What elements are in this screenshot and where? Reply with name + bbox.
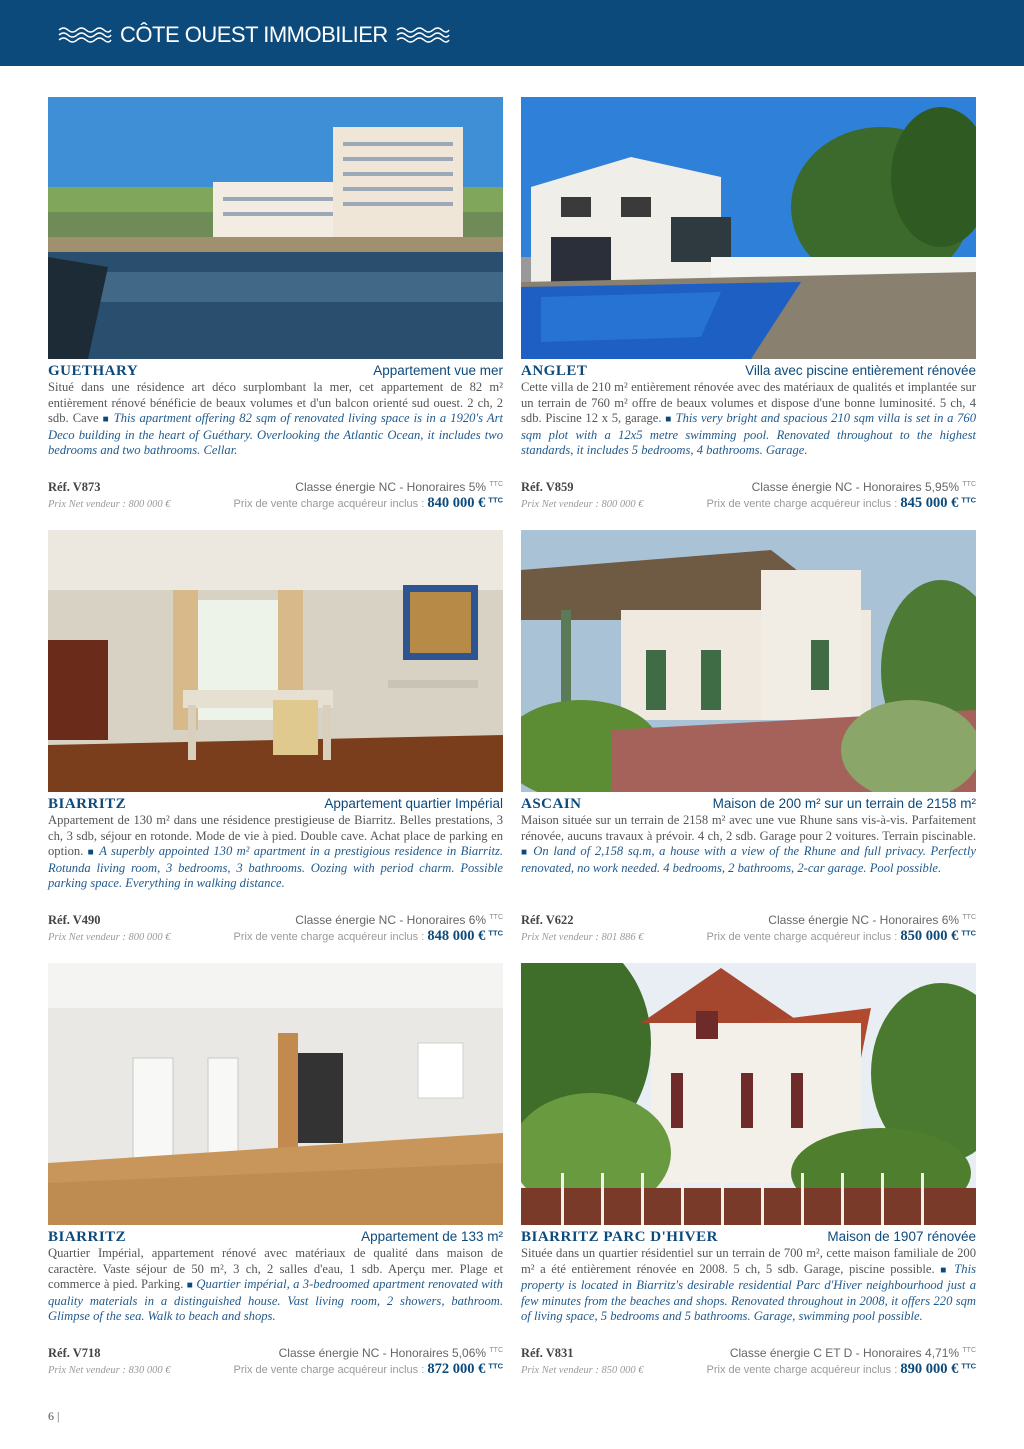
listing-card[interactable] bbox=[48, 963, 503, 1383]
listing-city: BIARRITZ bbox=[48, 1229, 127, 1245]
seller-net-price: Prix Net vendeur : 800 000 € bbox=[521, 499, 644, 510]
sale-price: Prix de vente charge acquéreur inclus : 872 000 € $^{TTC}$ bbox=[233, 1361, 503, 1377]
price-value: 845 000 € bbox=[900, 495, 959, 511]
listing-city: BIARRITZ bbox=[48, 796, 127, 812]
sale-price: Prix de vente charge acquéreur inclus : 850 000 € $^{TTC}$ bbox=[706, 928, 976, 944]
description-en: On land of 2,158 sq.m, a house with a view of the Rhune and full privacy. Perfectly renovated, no work needed. 4 bedrooms, 2 bathrooms, 2-car garage. Pool possible. bbox=[521, 844, 976, 875]
property-photo[interactable] bbox=[48, 530, 503, 792]
price-value: 850 000 € bbox=[900, 928, 959, 944]
energy-fees: Classe énergie NC - Honoraires 5% $^{TTC}$ bbox=[295, 480, 503, 494]
description-en: This very bright and spacious 210 sqm villa is set in a 760 sqm plot with a 12x5 metre swimming pool. Renovated throughout to the highest standards, it includes 5 bedrooms, 4 bathrooms. Garage. bbox=[521, 411, 976, 458]
listing-description: Appartement de 130 m² dans une résidence prestigieuse de Biarritz. Belles prestations, 3 ch, 3 sdb, séjour en rotonde. Mode de vie à pied. Double cave. Achat place de parking en option. ■ A superbly appointed 130 m² apartment in a prestigious residence in Biarritz. Rotunda living room, 3 bedrooms, 3 bathrooms. Oozing with period charm. Possible parking space. Everything in walking distance. bbox=[48, 813, 503, 891]
property-photo[interactable] bbox=[48, 963, 503, 1225]
price-value: 890 000 € bbox=[900, 1361, 959, 1377]
reference-number: Réf. V490 bbox=[48, 913, 101, 927]
wave-icon bbox=[396, 25, 450, 45]
description-fr: Située dans un quartier résidentiel sur un terrain de 700 m², cette maison familiale de 200 m² a été entièrement rénovée en 2008. 5 ch, 5 sdb. Garage, piscine possible. bbox=[521, 1246, 976, 1276]
description-en: Quartier impérial, a 3-bedroomed apartment renovated with quality materials in a distinguished house. Vast living room, 2 showers, bathroom. Glimpse of the sea. Walk to beach and shops. bbox=[48, 1277, 503, 1324]
listing-card[interactable] bbox=[521, 530, 976, 950]
listing-description: Quartier Impérial, appartement rénové avec matériaux de qualité dans maison de caractère. Vaste séjour de 50 m², 3 ch, 2 salles d'eau, 1 sdb. Aperçu mer. Plage et commerce à pied. Parking. ■ Quartier impérial, a 3-bedroomed apartment renovated with quality materials in a distinguished house. Vast living room, 2 showers, bathroom. Glimpse of the sea. Walk to beach and shops. bbox=[48, 1246, 503, 1324]
property-photo[interactable] bbox=[521, 530, 976, 792]
description-fr: Maison située sur un terrain de 2158 m² avec une vue Rhune sans vis-à-vis. Parfaitement rénovée, aucuns travaux à prévoir. 4 ch, 2 sdb. Garage pour 2 voitures. Terrain piscinable. bbox=[521, 813, 976, 843]
listing-city: BIARRITZ PARC D'HIVER bbox=[521, 1229, 718, 1245]
listing-card[interactable] bbox=[521, 97, 976, 517]
description-en: This property is located in Biarritz's desirable residential Parc d'Hiver neighbourhood just a few minutes from the beaches and shops. Renovated throughout in 2008, it offers 220 sqm of living space, 5 bedrooms and 5 bathrooms. Garage, swimming pool possible. bbox=[521, 1261, 976, 1324]
price-value: 872 000 € bbox=[427, 1361, 486, 1377]
price-value: 840 000 € bbox=[427, 495, 486, 511]
energy-fees: Classe énergie NC - Honoraires 6% $^{TTC}$ bbox=[768, 913, 976, 927]
reference-number: Réf. V873 bbox=[48, 480, 101, 494]
seller-net-price: Prix Net vendeur : 801 886 € bbox=[521, 932, 644, 943]
sale-price: Prix de vente charge acquéreur inclus : 840 000 € $^{TTC}$ bbox=[233, 495, 503, 511]
listing-description: Maison située sur un terrain de 2158 m² avec une vue Rhune sans vis-à-vis. Parfaitement rénovée, aucuns travaux à prévoir. 4 ch, 2 sdb. Garage pour 2 voitures. Terrain piscinable. ■ On land of 2,158 sq.m, a house with a view of the Rhune and full privacy. Perfectly renovated, no work needed. 4 bedrooms, 2 bathrooms, 2-car garage. Pool possible. bbox=[521, 813, 976, 875]
seller-net-price: Prix Net vendeur : 850 000 € bbox=[521, 1365, 644, 1376]
listing-card[interactable] bbox=[48, 97, 503, 517]
listing-description: Situé dans une résidence art déco surplombant la mer, cet appartement de 82 m² entièrement rénové bénéficie de beaux volumes et d'un balcon orienté sud ouest. 2 ch, 2 sdb. Cave ■ This apartment offering 82 sqm of renovated living space is in a 1920's Art Deco building in the heart of Guéthary. Overlooking the Atlantic Ocean, it includes two bedrooms and two bathrooms. Cellar. bbox=[48, 380, 504, 458]
listing-description: Cette villa de 210 m² entièrement rénovée avec des matériaux de qualités et implantée sur un terrain de 760 m² offre de beaux volumes et dispose d'une bonne luminosité. 5 ch, 4 sdb. Piscine 12 x 5, garage. ■ This very bright and spacious 210 sqm villa is set in a 760 sqm plot with a 12x5 metre swimming pool. Renovated throughout to the highest standards, it includes 5 bedrooms, 4 bathrooms. Garage. bbox=[521, 380, 976, 458]
description-fr: Quartier Impérial, appartement rénové avec matériaux de qualité dans maison de caractère. Vaste séjour de 50 m², 3 ch, 2 salles d'eau, 1 sdb. Aperçu mer. Plage et commerce à pied. Parking. bbox=[48, 1246, 503, 1292]
description-fr: Appartement de 130 m² dans une résidence prestigieuse de Biarritz. Belles prestations, 3 ch, 3 sdb, séjour en rotonde. Mode de vie à pied. Double cave. Achat place de parking en option. bbox=[48, 813, 503, 859]
page-header bbox=[0, 0, 1024, 66]
listing-card[interactable] bbox=[48, 530, 503, 950]
description-en: This apartment offering 82 sqm of renovated living space is in a 1920's Art Deco building in the heart of Guéthary. Overlooking the Atlantic Ocean, it includes two bedrooms and two bathrooms. Cellar. bbox=[48, 411, 504, 458]
brand-name: CÔTE OUEST IMMOBILIER bbox=[120, 22, 388, 47]
property-type: Maison de 200 m² sur un terrain de 2158 m² bbox=[712, 796, 976, 811]
sale-price: Prix de vente charge acquéreur inclus : 845 000 € $^{TTC}$ bbox=[706, 495, 976, 511]
seller-net-price: Prix Net vendeur : 800 000 € bbox=[48, 932, 171, 943]
seller-net-price: Prix Net vendeur : 800 000 € bbox=[48, 499, 171, 510]
sale-price: Prix de vente charge acquéreur inclus : 890 000 € $^{TTC}$ bbox=[706, 1361, 976, 1377]
reference-number: Réf. V622 bbox=[521, 913, 574, 927]
property-type: Appartement vue mer bbox=[373, 363, 503, 378]
property-photo[interactable] bbox=[521, 963, 976, 1225]
seller-net-price: Prix Net vendeur : 830 000 € bbox=[48, 1365, 171, 1376]
description-fr: Situé dans une résidence art déco surplombant la mer, cet appartement de 82 m² entièrement rénové bénéficie de beaux volumes et d'un balcon orienté sud ouest. 2 ch, 2 sdb. Cave bbox=[48, 380, 503, 426]
brand bbox=[58, 20, 450, 50]
sale-price: Prix de vente charge acquéreur inclus : 848 000 € $^{TTC}$ bbox=[233, 928, 503, 944]
listing-city: ANGLET bbox=[521, 363, 588, 379]
listing-description: Située dans un quartier résidentiel sur un terrain de 700 m², cette maison familiale de 200 m² a été entièrement rénovée en 2008. 5 ch, 5 sdb. Garage, piscine possible. ■ This property is located in Biarritz's desirable residential Parc d'Hiver neighbourhood just a few minutes from the beaches and shops. Renovated throughout in 2008, it offers 220 sqm of living space, 5 bedrooms and 5 bathrooms. Garage, swimming pool possible. bbox=[521, 1246, 976, 1324]
page-number: 6 | bbox=[48, 1409, 60, 1423]
listing-city: ASCAIN bbox=[521, 796, 582, 812]
price-value: 848 000 € bbox=[427, 928, 486, 944]
reference-number: Réf. V859 bbox=[521, 480, 574, 494]
property-type: Appartement quartier Impérial bbox=[324, 796, 503, 811]
energy-fees: Classe énergie NC - Honoraires 5,06% $^{TTC}$ bbox=[278, 1346, 503, 1360]
property-photo[interactable] bbox=[48, 97, 503, 359]
property-type: Appartement de 133 m² bbox=[361, 1229, 503, 1244]
listing-city: GUETHARY bbox=[48, 363, 139, 379]
property-type: Maison de 1907 rénovée bbox=[827, 1229, 976, 1244]
reference-number: Réf. V831 bbox=[521, 1346, 574, 1360]
property-photo[interactable] bbox=[521, 97, 976, 359]
description-en: A superbly appointed 130 m² apartment in a prestigious residence in Biarritz. Rotunda living room, 3 bedrooms, 3 bathrooms. Oozing with period charm. Possible parking space. Everything in walking distance. bbox=[48, 844, 503, 891]
description-fr: Cette villa de 210 m² entièrement rénovée avec des matériaux de qualités et implantée sur un terrain de 760 m² offre de beaux volumes et dispose d'une bonne luminosité. 5 ch, 4 sdb. Piscine 12 x 5, garage. bbox=[521, 380, 976, 426]
reference-number: Réf. V718 bbox=[48, 1346, 101, 1360]
wave-icon bbox=[58, 25, 112, 45]
property-type: Villa avec piscine entièrement rénovée bbox=[745, 363, 976, 378]
energy-fees: Classe énergie NC - Honoraires 6% $^{TTC}$ bbox=[295, 913, 503, 927]
energy-fees: Classe énergie C ET D - Honoraires 4,71% $^{TTC}$ bbox=[729, 1346, 976, 1360]
energy-fees: Classe énergie NC - Honoraires 5,95% $^{TTC}$ bbox=[751, 480, 976, 494]
listing-card[interactable] bbox=[521, 963, 976, 1383]
